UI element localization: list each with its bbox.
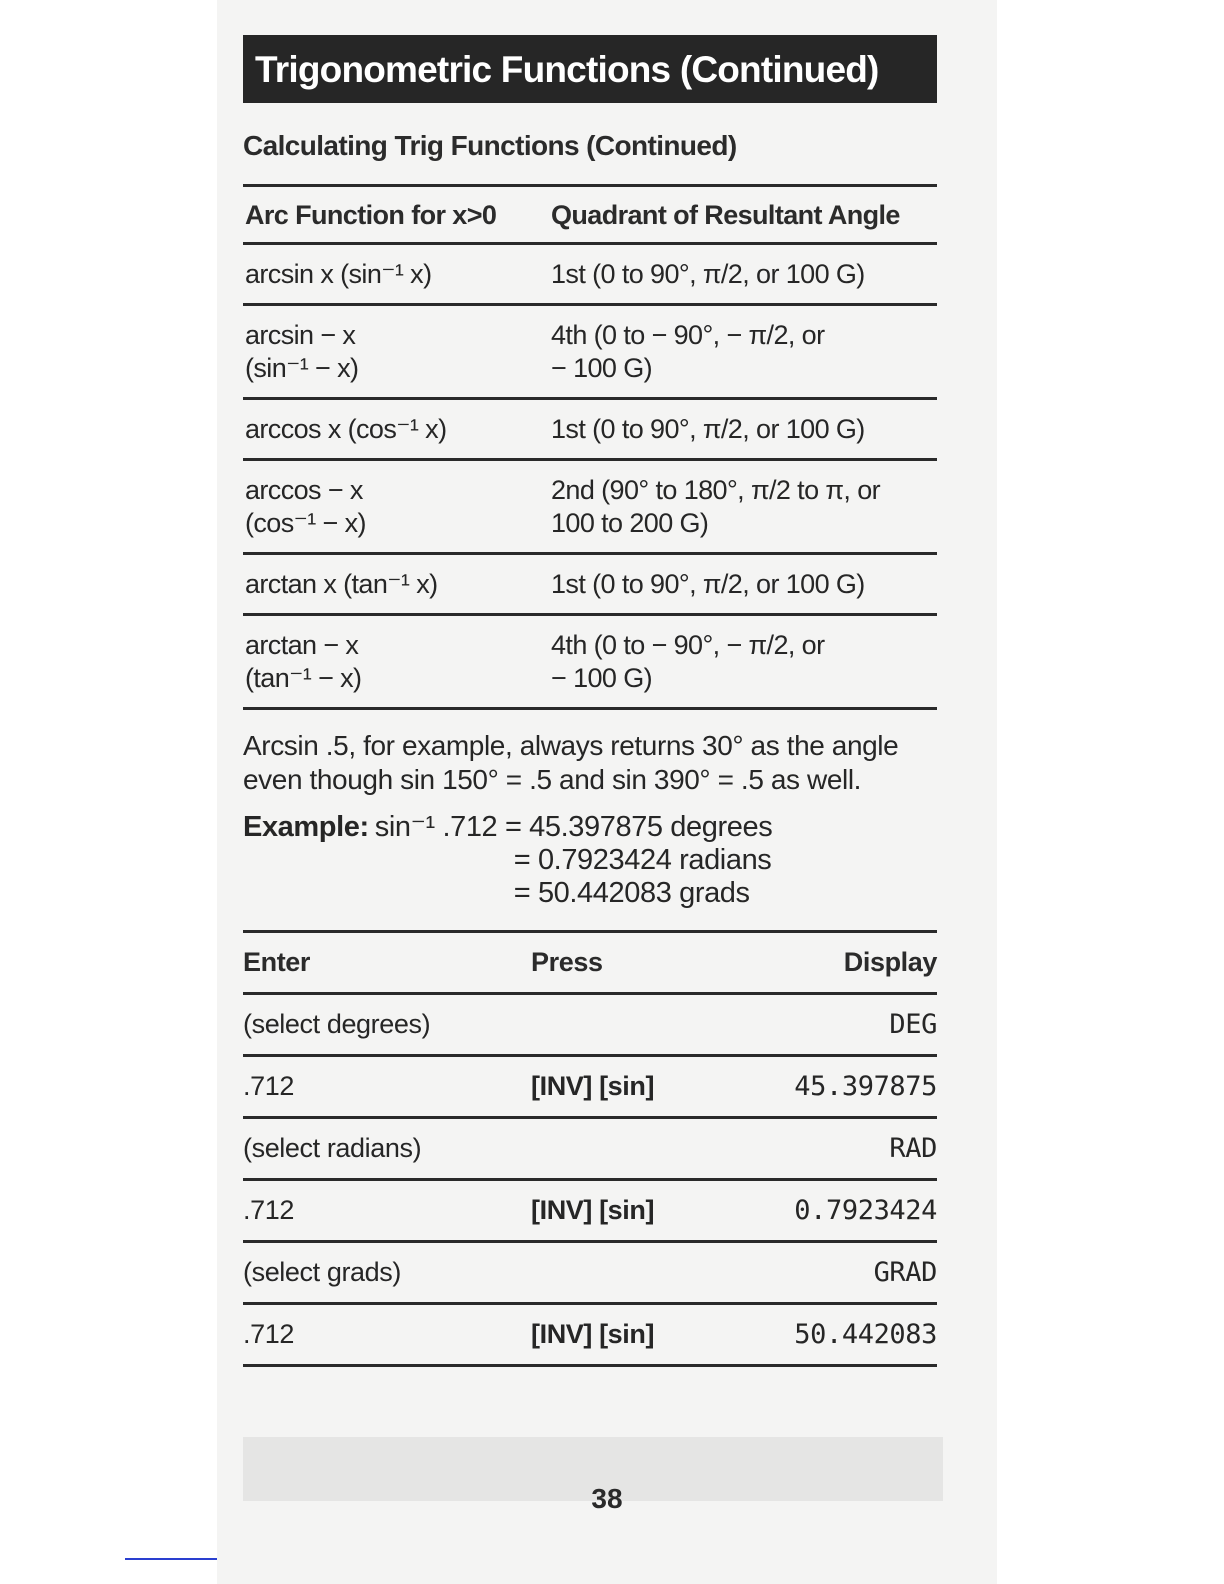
quadrant-cell: 1st (0 to 90°, π/2, or 100 G) [551, 554, 937, 615]
enter-cell: (select radians) [243, 1118, 531, 1180]
example-result-grads: = 50.442083 grads [513, 877, 750, 909]
example-result-degrees: = 45.397875 degrees [504, 811, 773, 843]
page-number: 38 [591, 1483, 623, 1514]
arc-function-cell: arccos − x (cos⁻¹ − x) [243, 460, 551, 554]
table-row [243, 615, 937, 709]
enter-cell: .712 [243, 1180, 531, 1242]
enter-cell: (select grads) [243, 1242, 531, 1304]
example-line-1 [375, 811, 773, 844]
enter-cell: .712 [243, 1304, 531, 1366]
table-row [243, 994, 937, 1056]
arc-function-table [243, 184, 937, 710]
table-row [243, 1242, 937, 1304]
table-row [243, 460, 937, 554]
arcsin-note: Arcsin .5, for example, always returns 30° as the angle even though sin 150° = .5 and sin 390° = .5 as well. [243, 730, 899, 795]
enter-cell: (select degrees) [243, 994, 531, 1056]
press-cell: [INV] [sin] [531, 1180, 731, 1242]
press-cell [531, 1242, 731, 1304]
example-expression: sin⁻¹ .712 [374, 811, 498, 843]
display-cell: 0.7923424 [731, 1180, 937, 1242]
display-cell: GRAD [731, 1242, 937, 1304]
table-row [243, 1304, 937, 1366]
column-header-quadrant: Quadrant of Resultant Angle [551, 186, 937, 244]
subsection-title: Calculating Trig Functions (Continued) [243, 130, 737, 161]
display-cell: 50.442083 [731, 1304, 937, 1366]
quadrant-cell: 2nd (90° to 180°, π/2 to π, or 100 to 200 G) [551, 460, 937, 554]
table-row [243, 399, 937, 460]
table-row [243, 1180, 937, 1242]
press-cell [531, 994, 731, 1056]
example-block [243, 811, 937, 910]
page-content [243, 35, 937, 1367]
column-header-enter: Enter [243, 932, 531, 994]
example-lines [375, 811, 773, 910]
table-row [243, 305, 937, 399]
scan-right-margin [997, 0, 1224, 1584]
arc-function-cell: arccos x (cos⁻¹ x) [243, 399, 551, 460]
column-header-arc-function: Arc Function for x>0 [243, 186, 551, 244]
manual-page [217, 0, 997, 1584]
quadrant-cell: 1st (0 to 90°, π/2, or 100 G) [551, 399, 937, 460]
quadrant-cell: 4th (0 to − 90°, − π/2, or − 100 G) [551, 305, 937, 399]
press-cell [531, 1118, 731, 1180]
display-cell: 45.397875 [731, 1056, 937, 1118]
column-header-press: Press [531, 932, 731, 994]
press-cell: [INV] [sin] [531, 1304, 731, 1366]
column-header-display: Display [731, 932, 937, 994]
display-cell: RAD [731, 1118, 937, 1180]
keystroke-table [243, 930, 937, 1367]
arc-function-cell: arcsin − x (sin⁻¹ − x) [243, 305, 551, 399]
arc-function-cell: arctan − x (tan⁻¹ − x) [243, 615, 551, 709]
quadrant-cell: 1st (0 to 90°, π/2, or 100 G) [551, 244, 937, 305]
example-result-radians: = 0.7923424 radians [513, 844, 772, 876]
display-cell: DEG [731, 994, 937, 1056]
example-label: Example: [243, 811, 369, 843]
arc-function-cell: arctan x (tan⁻¹ x) [243, 554, 551, 615]
table-header-row [243, 186, 937, 244]
press-cell: [INV] [sin] [531, 1056, 731, 1118]
table-row [243, 244, 937, 305]
table-row [243, 1056, 937, 1118]
enter-cell: .712 [243, 1056, 531, 1118]
table-header-row [243, 932, 937, 994]
quadrant-cell: 4th (0 to − 90°, − π/2, or − 100 G) [551, 615, 937, 709]
scan-left-margin [0, 0, 217, 1584]
section-title: Trigonometric Functions (Continued) [243, 35, 937, 103]
arc-function-cell: arcsin x (sin⁻¹ x) [243, 244, 551, 305]
table-row [243, 1118, 937, 1180]
table-row [243, 554, 937, 615]
